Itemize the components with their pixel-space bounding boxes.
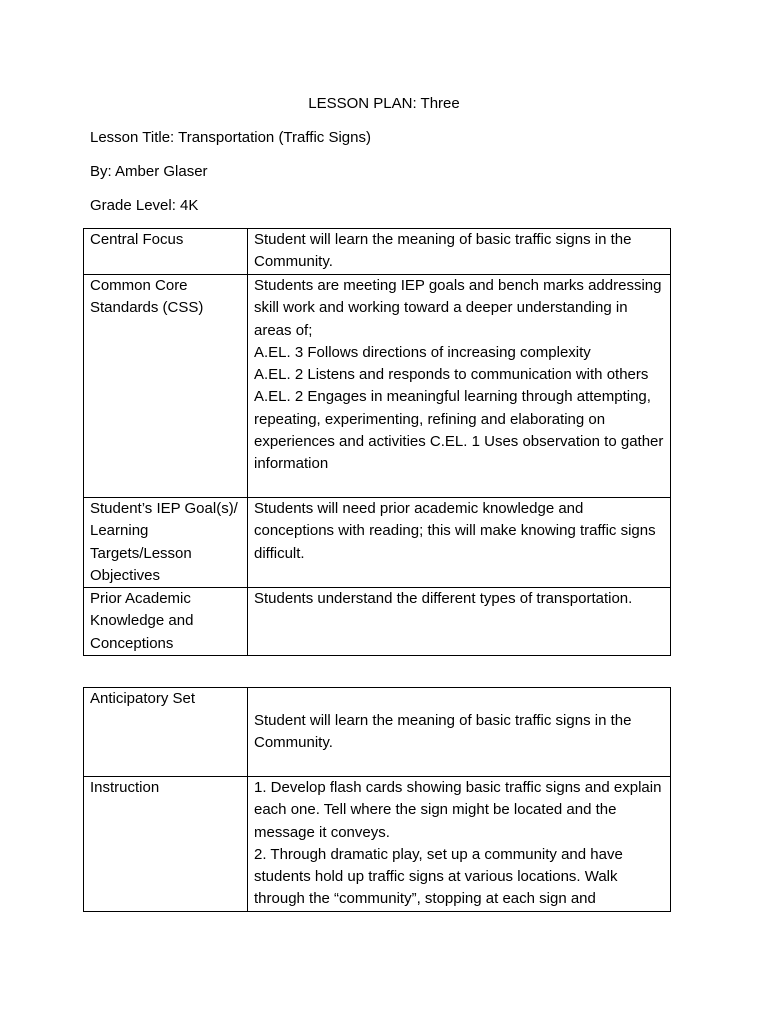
row-label: Central Focus xyxy=(84,229,248,275)
standard-line: A.EL. 2 Engages in meaningful learning through attempting, repeating, experimenting, refining and elaborating on experiences and activities C.EL. 1 Uses observation to gather information xyxy=(254,388,664,473)
row-label: Anticipatory Set xyxy=(84,688,248,777)
table-row xyxy=(84,498,671,588)
lesson-plan-table-2 xyxy=(83,687,671,912)
table-row xyxy=(84,229,671,275)
row-label: Common Core Standards (CSS) xyxy=(84,275,248,498)
table-row xyxy=(84,275,671,498)
lesson-title: Lesson Title: Transportation (Traffic Signs) xyxy=(90,129,371,146)
standard-line: A.EL. 3 Follows directions of increasing complexity xyxy=(254,343,591,361)
row-label: Instruction xyxy=(84,777,248,912)
table-row xyxy=(84,688,671,777)
table-row xyxy=(84,777,671,912)
page-title: LESSON PLAN: Three xyxy=(308,95,460,112)
author: By: Amber Glaser xyxy=(90,163,208,180)
lesson-plan-table-1 xyxy=(83,228,671,656)
instruction-step: 2. Through dramatic play, set up a community and have students hold up traffic signs at various locations. Walk through the “community”, stopping at each sign and xyxy=(254,845,623,908)
table-row xyxy=(84,588,671,656)
row-content: Student will learn the meaning of basic traffic signs in the Community. xyxy=(248,229,671,275)
row-label: Prior Academic Knowledge and Conceptions xyxy=(84,588,248,656)
row-content: Students will need prior academic knowledge and conceptions with reading; this will make knowing traffic signs difficult. xyxy=(248,498,671,588)
row-content: Student will learn the meaning of basic traffic signs in the Community. xyxy=(248,688,671,777)
row-content xyxy=(248,777,671,912)
standard-line: Students are meeting IEP goals and bench marks addressing skill work and working toward a deeper understanding in areas of; xyxy=(254,277,662,339)
standard-line: A.EL. 2 Listens and responds to communication with others xyxy=(254,366,649,384)
grade-level: Grade Level: 4K xyxy=(90,197,199,214)
row-label: Student’s IEP Goal(s)/ Learning Targets/Lesson Objectives xyxy=(84,498,248,588)
row-content: Students understand the different types of transportation. xyxy=(248,588,671,656)
instruction-step: 1. Develop flash cards showing basic traffic signs and explain each one. Tell where the sign might be located and the message it conveys. xyxy=(254,779,662,841)
row-content xyxy=(248,275,671,498)
